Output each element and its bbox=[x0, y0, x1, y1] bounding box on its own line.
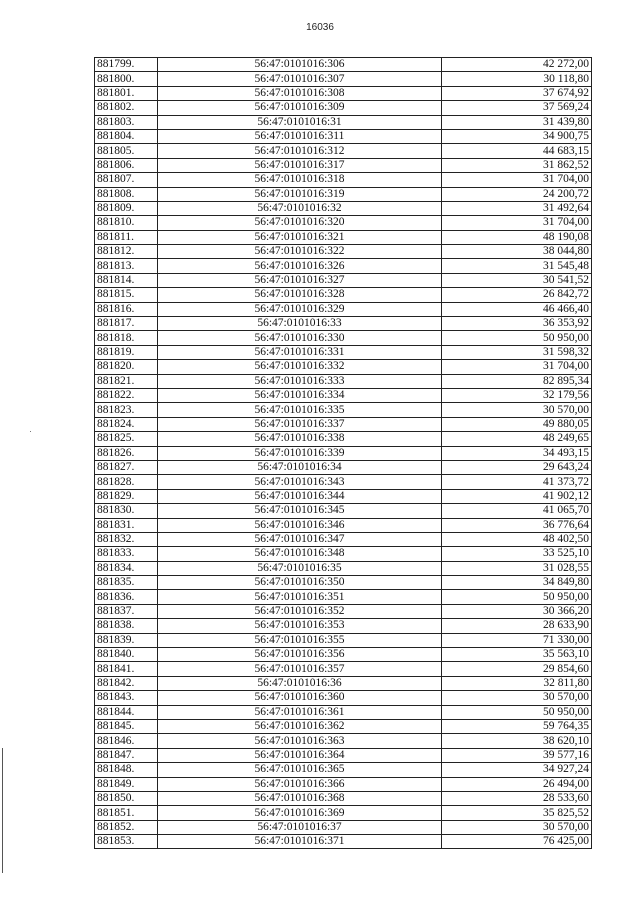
table-row bbox=[95, 86, 592, 100]
cadastral-number-cell: 56:47:0101016:36 bbox=[158, 676, 442, 690]
cadastral-number-cell: 56:47:0101016:350 bbox=[158, 576, 442, 590]
table-row bbox=[95, 590, 592, 604]
amount-cell: 48 402,50 bbox=[442, 532, 592, 546]
cadastral-number-cell: 56:47:0101016:355 bbox=[158, 633, 442, 647]
cadastral-number-cell: 56:47:0101016:361 bbox=[158, 705, 442, 719]
table-row bbox=[95, 676, 592, 690]
amount-cell: 30 541,52 bbox=[442, 273, 592, 287]
cadastral-number-cell: 56:47:0101016:356 bbox=[158, 648, 442, 662]
row-number-cell: 881853. bbox=[95, 835, 158, 849]
row-number-cell: 881819. bbox=[95, 345, 158, 359]
row-number-cell: 881825. bbox=[95, 432, 158, 446]
table-row bbox=[95, 302, 592, 316]
table-row bbox=[95, 835, 592, 849]
row-number-cell: 881842. bbox=[95, 676, 158, 690]
cadastral-number-cell: 56:47:0101016:37 bbox=[158, 820, 442, 834]
table-row bbox=[95, 360, 592, 374]
cadastral-number-cell: 56:47:0101016:330 bbox=[158, 331, 442, 345]
table-row bbox=[95, 374, 592, 388]
row-number-cell: 881818. bbox=[95, 331, 158, 345]
table-row bbox=[95, 475, 592, 489]
cadastral-number-cell: 56:47:0101016:365 bbox=[158, 763, 442, 777]
table-row bbox=[95, 245, 592, 259]
row-number-cell: 881852. bbox=[95, 820, 158, 834]
table-row bbox=[95, 763, 592, 777]
cadastral-number-cell: 56:47:0101016:346 bbox=[158, 518, 442, 532]
table-row bbox=[95, 662, 592, 676]
cadastral-number-cell: 56:47:0101016:333 bbox=[158, 374, 442, 388]
row-number-cell: 881806. bbox=[95, 158, 158, 172]
page-number: 16036 bbox=[306, 22, 334, 33]
table-row bbox=[95, 432, 592, 446]
amount-cell: 30 570,00 bbox=[442, 820, 592, 834]
amount-cell: 41 902,12 bbox=[442, 489, 592, 503]
table-row bbox=[95, 115, 592, 129]
amount-cell: 48 249,65 bbox=[442, 432, 592, 446]
table-row bbox=[95, 345, 592, 359]
amount-cell: 34 849,80 bbox=[442, 576, 592, 590]
table-row bbox=[95, 460, 592, 474]
table-row bbox=[95, 489, 592, 503]
row-number-cell: 881823. bbox=[95, 403, 158, 417]
row-number-cell: 881847. bbox=[95, 748, 158, 762]
table-row bbox=[95, 748, 592, 762]
cadastral-number-cell: 56:47:0101016:332 bbox=[158, 360, 442, 374]
cadastral-number-cell: 56:47:0101016:32 bbox=[158, 201, 442, 215]
row-number-cell: 881805. bbox=[95, 144, 158, 158]
table-row bbox=[95, 547, 592, 561]
row-number-cell: 881834. bbox=[95, 561, 158, 575]
row-number-cell: 881826. bbox=[95, 446, 158, 460]
cadastral-number-cell: 56:47:0101016:368 bbox=[158, 791, 442, 805]
amount-cell: 50 950,00 bbox=[442, 331, 592, 345]
amount-cell: 31 704,00 bbox=[442, 360, 592, 374]
row-number-cell: 881840. bbox=[95, 648, 158, 662]
row-number-cell: 881846. bbox=[95, 734, 158, 748]
amount-cell: 82 895,34 bbox=[442, 374, 592, 388]
amount-cell: 29 643,24 bbox=[442, 460, 592, 474]
row-number-cell: 881849. bbox=[95, 777, 158, 791]
table-row bbox=[95, 518, 592, 532]
cadastral-number-cell: 56:47:0101016:327 bbox=[158, 273, 442, 287]
amount-cell: 42 272,00 bbox=[442, 58, 592, 72]
cadastral-number-cell: 56:47:0101016:353 bbox=[158, 619, 442, 633]
table-row bbox=[95, 648, 592, 662]
row-number-cell: 881813. bbox=[95, 259, 158, 273]
amount-cell: 49 880,05 bbox=[442, 417, 592, 431]
cadastral-number-cell: 56:47:0101016:33 bbox=[158, 317, 442, 331]
amount-cell: 26 494,00 bbox=[442, 777, 592, 791]
table-row bbox=[95, 388, 592, 402]
cadastral-number-cell: 56:47:0101016:331 bbox=[158, 345, 442, 359]
cadastral-number-cell: 56:47:0101016:338 bbox=[158, 432, 442, 446]
table-row bbox=[95, 417, 592, 431]
row-number-cell: 881807. bbox=[95, 173, 158, 187]
cadastral-number-cell: 56:47:0101016:312 bbox=[158, 144, 442, 158]
row-number-cell: 881831. bbox=[95, 518, 158, 532]
table-row bbox=[95, 216, 592, 230]
row-number-cell: 881843. bbox=[95, 691, 158, 705]
table-row bbox=[95, 777, 592, 791]
amount-cell: 37 569,24 bbox=[442, 101, 592, 115]
cadastral-number-cell: 56:47:0101016:317 bbox=[158, 158, 442, 172]
row-number-cell: 881829. bbox=[95, 489, 158, 503]
cadastral-number-cell: 56:47:0101016:309 bbox=[158, 101, 442, 115]
amount-cell: 31 704,00 bbox=[442, 216, 592, 230]
amount-cell: 30 366,20 bbox=[442, 604, 592, 618]
row-number-cell: 881833. bbox=[95, 547, 158, 561]
scan-margin-dot bbox=[30, 431, 31, 432]
row-number-cell: 881820. bbox=[95, 360, 158, 374]
amount-cell: 24 200,72 bbox=[442, 187, 592, 201]
cadastral-number-cell: 56:47:0101016:357 bbox=[158, 662, 442, 676]
amount-cell: 28 533,60 bbox=[442, 791, 592, 805]
row-number-cell: 881848. bbox=[95, 763, 158, 777]
amount-cell: 30 570,00 bbox=[442, 691, 592, 705]
table-row bbox=[95, 633, 592, 647]
cadastral-number-cell: 56:47:0101016:351 bbox=[158, 590, 442, 604]
row-number-cell: 881801. bbox=[95, 86, 158, 100]
table-row bbox=[95, 604, 592, 618]
amount-cell: 46 466,40 bbox=[442, 302, 592, 316]
amount-cell: 31 862,52 bbox=[442, 158, 592, 172]
table-row bbox=[95, 403, 592, 417]
row-number-cell: 881808. bbox=[95, 187, 158, 201]
table-row bbox=[95, 691, 592, 705]
table-row bbox=[95, 230, 592, 244]
cadastral-number-cell: 56:47:0101016:311 bbox=[158, 129, 442, 143]
cadastral-number-cell: 56:47:0101016:307 bbox=[158, 72, 442, 86]
row-number-cell: 881799. bbox=[95, 58, 158, 72]
row-number-cell: 881837. bbox=[95, 604, 158, 618]
row-number-cell: 881824. bbox=[95, 417, 158, 431]
row-number-cell: 881812. bbox=[95, 245, 158, 259]
row-number-cell: 881845. bbox=[95, 719, 158, 733]
amount-cell: 76 425,00 bbox=[442, 835, 592, 849]
row-number-cell: 881830. bbox=[95, 504, 158, 518]
amount-cell: 31 439,80 bbox=[442, 115, 592, 129]
amount-cell: 28 633,90 bbox=[442, 619, 592, 633]
amount-cell: 30 570,00 bbox=[442, 403, 592, 417]
amount-cell: 29 854,60 bbox=[442, 662, 592, 676]
cadastral-number-cell: 56:47:0101016:326 bbox=[158, 259, 442, 273]
amount-cell: 41 065,70 bbox=[442, 504, 592, 518]
table-row bbox=[95, 58, 592, 72]
table-row bbox=[95, 288, 592, 302]
cadastral-number-cell: 56:47:0101016:344 bbox=[158, 489, 442, 503]
row-number-cell: 881851. bbox=[95, 806, 158, 820]
amount-cell: 34 900,75 bbox=[442, 129, 592, 143]
amount-cell: 31 028,55 bbox=[442, 561, 592, 575]
amount-cell: 31 492,64 bbox=[442, 201, 592, 215]
cadastral-number-cell: 56:47:0101016:360 bbox=[158, 691, 442, 705]
row-number-cell: 881832. bbox=[95, 532, 158, 546]
cadastral-number-cell: 56:47:0101016:371 bbox=[158, 835, 442, 849]
row-number-cell: 881814. bbox=[95, 273, 158, 287]
cadastral-number-cell: 56:47:0101016:334 bbox=[158, 388, 442, 402]
row-number-cell: 881841. bbox=[95, 662, 158, 676]
row-number-cell: 881815. bbox=[95, 288, 158, 302]
table-row bbox=[95, 446, 592, 460]
amount-cell: 36 353,92 bbox=[442, 317, 592, 331]
row-number-cell: 881809. bbox=[95, 201, 158, 215]
table-row bbox=[95, 719, 592, 733]
table-row bbox=[95, 791, 592, 805]
cadastral-number-cell: 56:47:0101016:31 bbox=[158, 115, 442, 129]
row-number-cell: 881838. bbox=[95, 619, 158, 633]
row-number-cell: 881800. bbox=[95, 72, 158, 86]
amount-cell: 26 842,72 bbox=[442, 288, 592, 302]
cadastral-number-cell: 56:47:0101016:319 bbox=[158, 187, 442, 201]
table-row bbox=[95, 331, 592, 345]
row-number-cell: 881836. bbox=[95, 590, 158, 604]
row-number-cell: 881822. bbox=[95, 388, 158, 402]
amount-cell: 37 674,92 bbox=[442, 86, 592, 100]
amount-cell: 38 620,10 bbox=[442, 734, 592, 748]
amount-cell: 36 776,64 bbox=[442, 518, 592, 532]
table-row bbox=[95, 820, 592, 834]
amount-cell: 31 704,00 bbox=[442, 173, 592, 187]
table-row bbox=[95, 317, 592, 331]
cadastral-number-cell: 56:47:0101016:347 bbox=[158, 532, 442, 546]
cadastral-number-cell: 56:47:0101016:322 bbox=[158, 245, 442, 259]
amount-cell: 41 373,72 bbox=[442, 475, 592, 489]
cadastral-number-cell: 56:47:0101016:35 bbox=[158, 561, 442, 575]
amount-cell: 71 330,00 bbox=[442, 633, 592, 647]
table-row bbox=[95, 532, 592, 546]
cadastral-number-cell: 56:47:0101016:364 bbox=[158, 748, 442, 762]
table-row bbox=[95, 101, 592, 115]
cadastral-number-cell: 56:47:0101016:345 bbox=[158, 504, 442, 518]
amount-cell: 34 493,15 bbox=[442, 446, 592, 460]
table-row bbox=[95, 561, 592, 575]
table-row bbox=[95, 72, 592, 86]
row-number-cell: 881835. bbox=[95, 576, 158, 590]
table-row bbox=[95, 144, 592, 158]
amount-cell: 32 811,80 bbox=[442, 676, 592, 690]
cadastral-number-cell: 56:47:0101016:339 bbox=[158, 446, 442, 460]
row-number-cell: 881811. bbox=[95, 230, 158, 244]
cadastral-number-cell: 56:47:0101016:366 bbox=[158, 777, 442, 791]
table-row bbox=[95, 734, 592, 748]
cadastral-number-cell: 56:47:0101016:335 bbox=[158, 403, 442, 417]
row-number-cell: 881827. bbox=[95, 460, 158, 474]
amount-cell: 33 525,10 bbox=[442, 547, 592, 561]
cadastral-number-cell: 56:47:0101016:352 bbox=[158, 604, 442, 618]
amount-cell: 50 950,00 bbox=[442, 705, 592, 719]
row-number-cell: 881844. bbox=[95, 705, 158, 719]
row-number-cell: 881817. bbox=[95, 317, 158, 331]
table-row bbox=[95, 158, 592, 172]
table-row bbox=[95, 259, 592, 273]
row-number-cell: 881804. bbox=[95, 129, 158, 143]
cadastral-number-cell: 56:47:0101016:362 bbox=[158, 719, 442, 733]
amount-cell: 30 118,80 bbox=[442, 72, 592, 86]
table-row bbox=[95, 129, 592, 143]
cadastral-number-cell: 56:47:0101016:363 bbox=[158, 734, 442, 748]
amount-cell: 31 598,32 bbox=[442, 345, 592, 359]
row-number-cell: 881839. bbox=[95, 633, 158, 647]
table-row bbox=[95, 187, 592, 201]
amount-cell: 35 825,52 bbox=[442, 806, 592, 820]
amount-cell: 35 563,10 bbox=[442, 648, 592, 662]
cadastral-number-cell: 56:47:0101016:328 bbox=[158, 288, 442, 302]
table-row bbox=[95, 201, 592, 215]
registry-table bbox=[94, 57, 592, 849]
amount-cell: 38 044,80 bbox=[442, 245, 592, 259]
amount-cell: 59 764,35 bbox=[442, 719, 592, 733]
row-number-cell: 881803. bbox=[95, 115, 158, 129]
cadastral-number-cell: 56:47:0101016:306 bbox=[158, 58, 442, 72]
amount-cell: 31 545,48 bbox=[442, 259, 592, 273]
table-row bbox=[95, 576, 592, 590]
amount-cell: 48 190,08 bbox=[442, 230, 592, 244]
cadastral-number-cell: 56:47:0101016:318 bbox=[158, 173, 442, 187]
table-row bbox=[95, 705, 592, 719]
row-number-cell: 881810. bbox=[95, 216, 158, 230]
amount-cell: 39 577,16 bbox=[442, 748, 592, 762]
row-number-cell: 881828. bbox=[95, 475, 158, 489]
row-number-cell: 881850. bbox=[95, 791, 158, 805]
row-number-cell: 881816. bbox=[95, 302, 158, 316]
cadastral-number-cell: 56:47:0101016:343 bbox=[158, 475, 442, 489]
cadastral-number-cell: 56:47:0101016:337 bbox=[158, 417, 442, 431]
row-number-cell: 881802. bbox=[95, 101, 158, 115]
table-row bbox=[95, 273, 592, 287]
cadastral-number-cell: 56:47:0101016:308 bbox=[158, 86, 442, 100]
table-row bbox=[95, 173, 592, 187]
cadastral-number-cell: 56:47:0101016:329 bbox=[158, 302, 442, 316]
registry-table-body bbox=[95, 58, 592, 849]
table-row bbox=[95, 619, 592, 633]
amount-cell: 44 683,15 bbox=[442, 144, 592, 158]
cadastral-number-cell: 56:47:0101016:34 bbox=[158, 460, 442, 474]
scan-margin-line bbox=[2, 748, 3, 873]
amount-cell: 50 950,00 bbox=[442, 590, 592, 604]
cadastral-number-cell: 56:47:0101016:321 bbox=[158, 230, 442, 244]
table-row bbox=[95, 806, 592, 820]
cadastral-number-cell: 56:47:0101016:320 bbox=[158, 216, 442, 230]
table-row bbox=[95, 504, 592, 518]
amount-cell: 34 927,24 bbox=[442, 763, 592, 777]
cadastral-number-cell: 56:47:0101016:369 bbox=[158, 806, 442, 820]
cadastral-number-cell: 56:47:0101016:348 bbox=[158, 547, 442, 561]
amount-cell: 32 179,56 bbox=[442, 388, 592, 402]
row-number-cell: 881821. bbox=[95, 374, 158, 388]
